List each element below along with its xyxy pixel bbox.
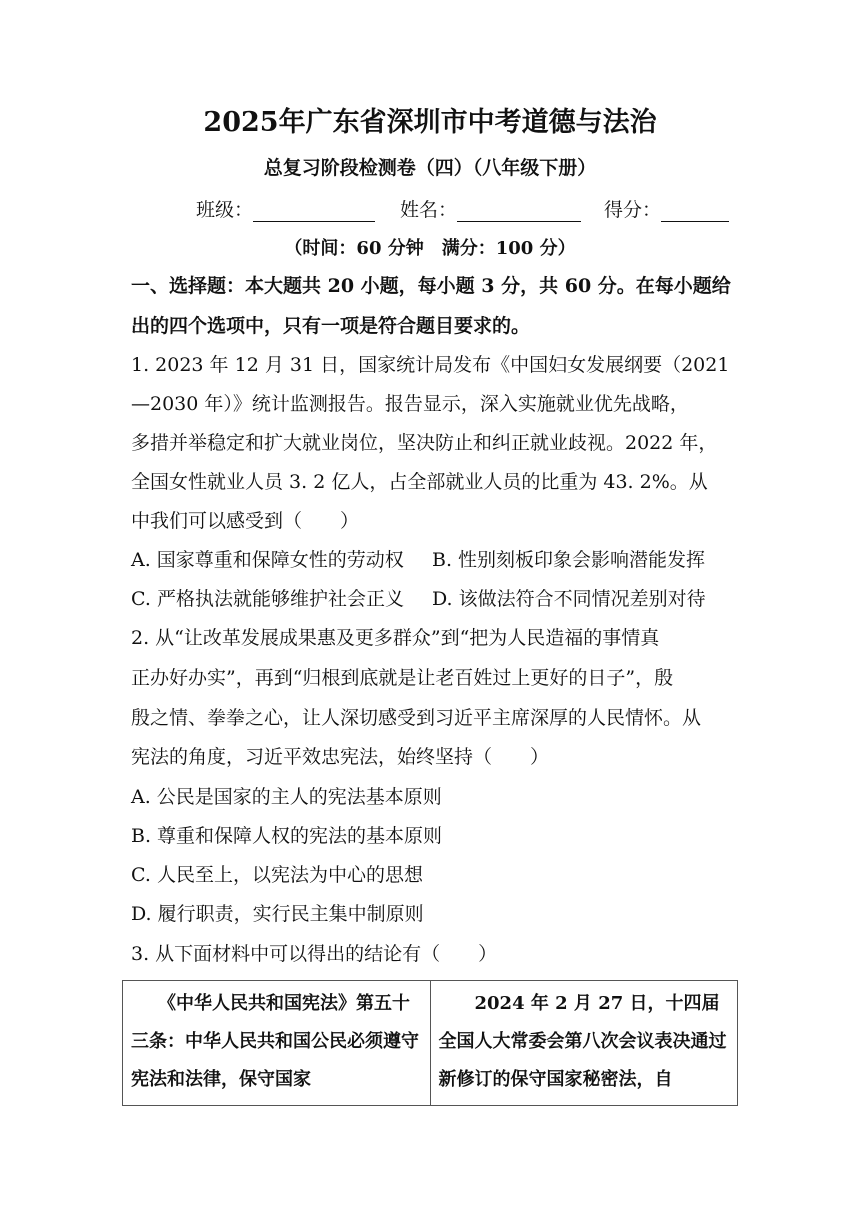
q2-line: 宪法的角度，习近平效忠宪法，始终坚持（ ） [131,746,550,768]
q3-material-right: 2024 年 2 月 27 日，十四届全国人大常委会第八次会议表决通过新修订的保守国家秘密法，自 [430,981,738,1106]
name-field [400,195,581,222]
class-blank[interactable] [253,201,375,222]
q1-line: 全国女性就业人员 3. 2 亿人，占全部就业人员的比重为 43. 2%。从 [131,471,708,493]
exam-title: 2025年广东省深圳市中考道德与法治 [203,107,657,138]
q3-material-left: 《中华人民共和国宪法》第五十三条：中华人民共和国公民必须遵守宪法和法律，保守国家 [123,981,431,1106]
q1-line: 中我们可以感受到（ ） [131,510,360,532]
q1-option-c[interactable]: C. 严格执法就能够维护社会正义 [131,588,404,610]
section-intro-line2: 出的四个选项中，只有一项是符合题目要求的。 [131,315,531,337]
score-blank[interactable] [661,201,729,222]
q1-line: 多措并举稳定和扩大就业岗位，坚决防止和纠正就业歧视。2022 年， [131,432,718,454]
q1-line: —2030 年）》统计监测报告。报告显示，深入实施就业优先战略， [131,393,689,415]
q2-option-c[interactable]: C. 人民至上，以宪法为中心的思想 [131,864,423,886]
section-heading: 一、选择题： [131,275,246,297]
q1-line: 1. 2023 年 12 月 31 日，国家统计局发布《中国妇女发展纲要（2021 [131,354,730,376]
q3-material-table [122,980,738,1106]
q2-line: 殷之情、拳拳之心，让人深切感受到习近平主席深厚的人民情怀。从 [131,707,702,729]
q2-line: 2. 从“让改革发展成果惠及更多群众”到“把为人民造福的事情真 [131,627,660,649]
time-info: （时间：60 分钟 满分：100 分） [284,238,576,259]
q2-option-a[interactable]: A. 公民是国家的主人的宪法基本原则 [131,786,442,808]
class-field [196,195,375,222]
q1-option-d[interactable]: D. 该做法符合不同情况差别对待 [432,588,706,610]
q1-option-b[interactable]: B. 性别刻板印象会影响潜能发挥 [432,549,706,571]
q2-option-d[interactable]: D. 履行职责，实行民主集中制原则 [131,903,424,925]
q2-line: 正办好办实”，再到“归根到底就是让老百姓过上更好的日子”，殷 [131,667,674,689]
q3-stem: 3. 从下面材料中可以得出的结论有（ ） [131,943,498,965]
exam-subtitle: 总复习阶段检测卷（四）（八年级下册） [263,157,597,179]
q2-option-b[interactable]: B. 尊重和保障人权的宪法的基本原则 [131,825,443,847]
q1-option-a[interactable]: A. 国家尊重和保障女性的劳动权 [131,549,404,571]
name-label: 姓名： [400,199,458,221]
class-label: 班级： [196,199,254,221]
name-blank[interactable] [457,201,581,222]
score-field [604,195,729,222]
section-intro-line1: 一、选择题：本大题共 20 小题，每小题 3 分，共 60 分。在每小题给 [131,275,731,297]
score-label: 得分： [604,199,662,221]
